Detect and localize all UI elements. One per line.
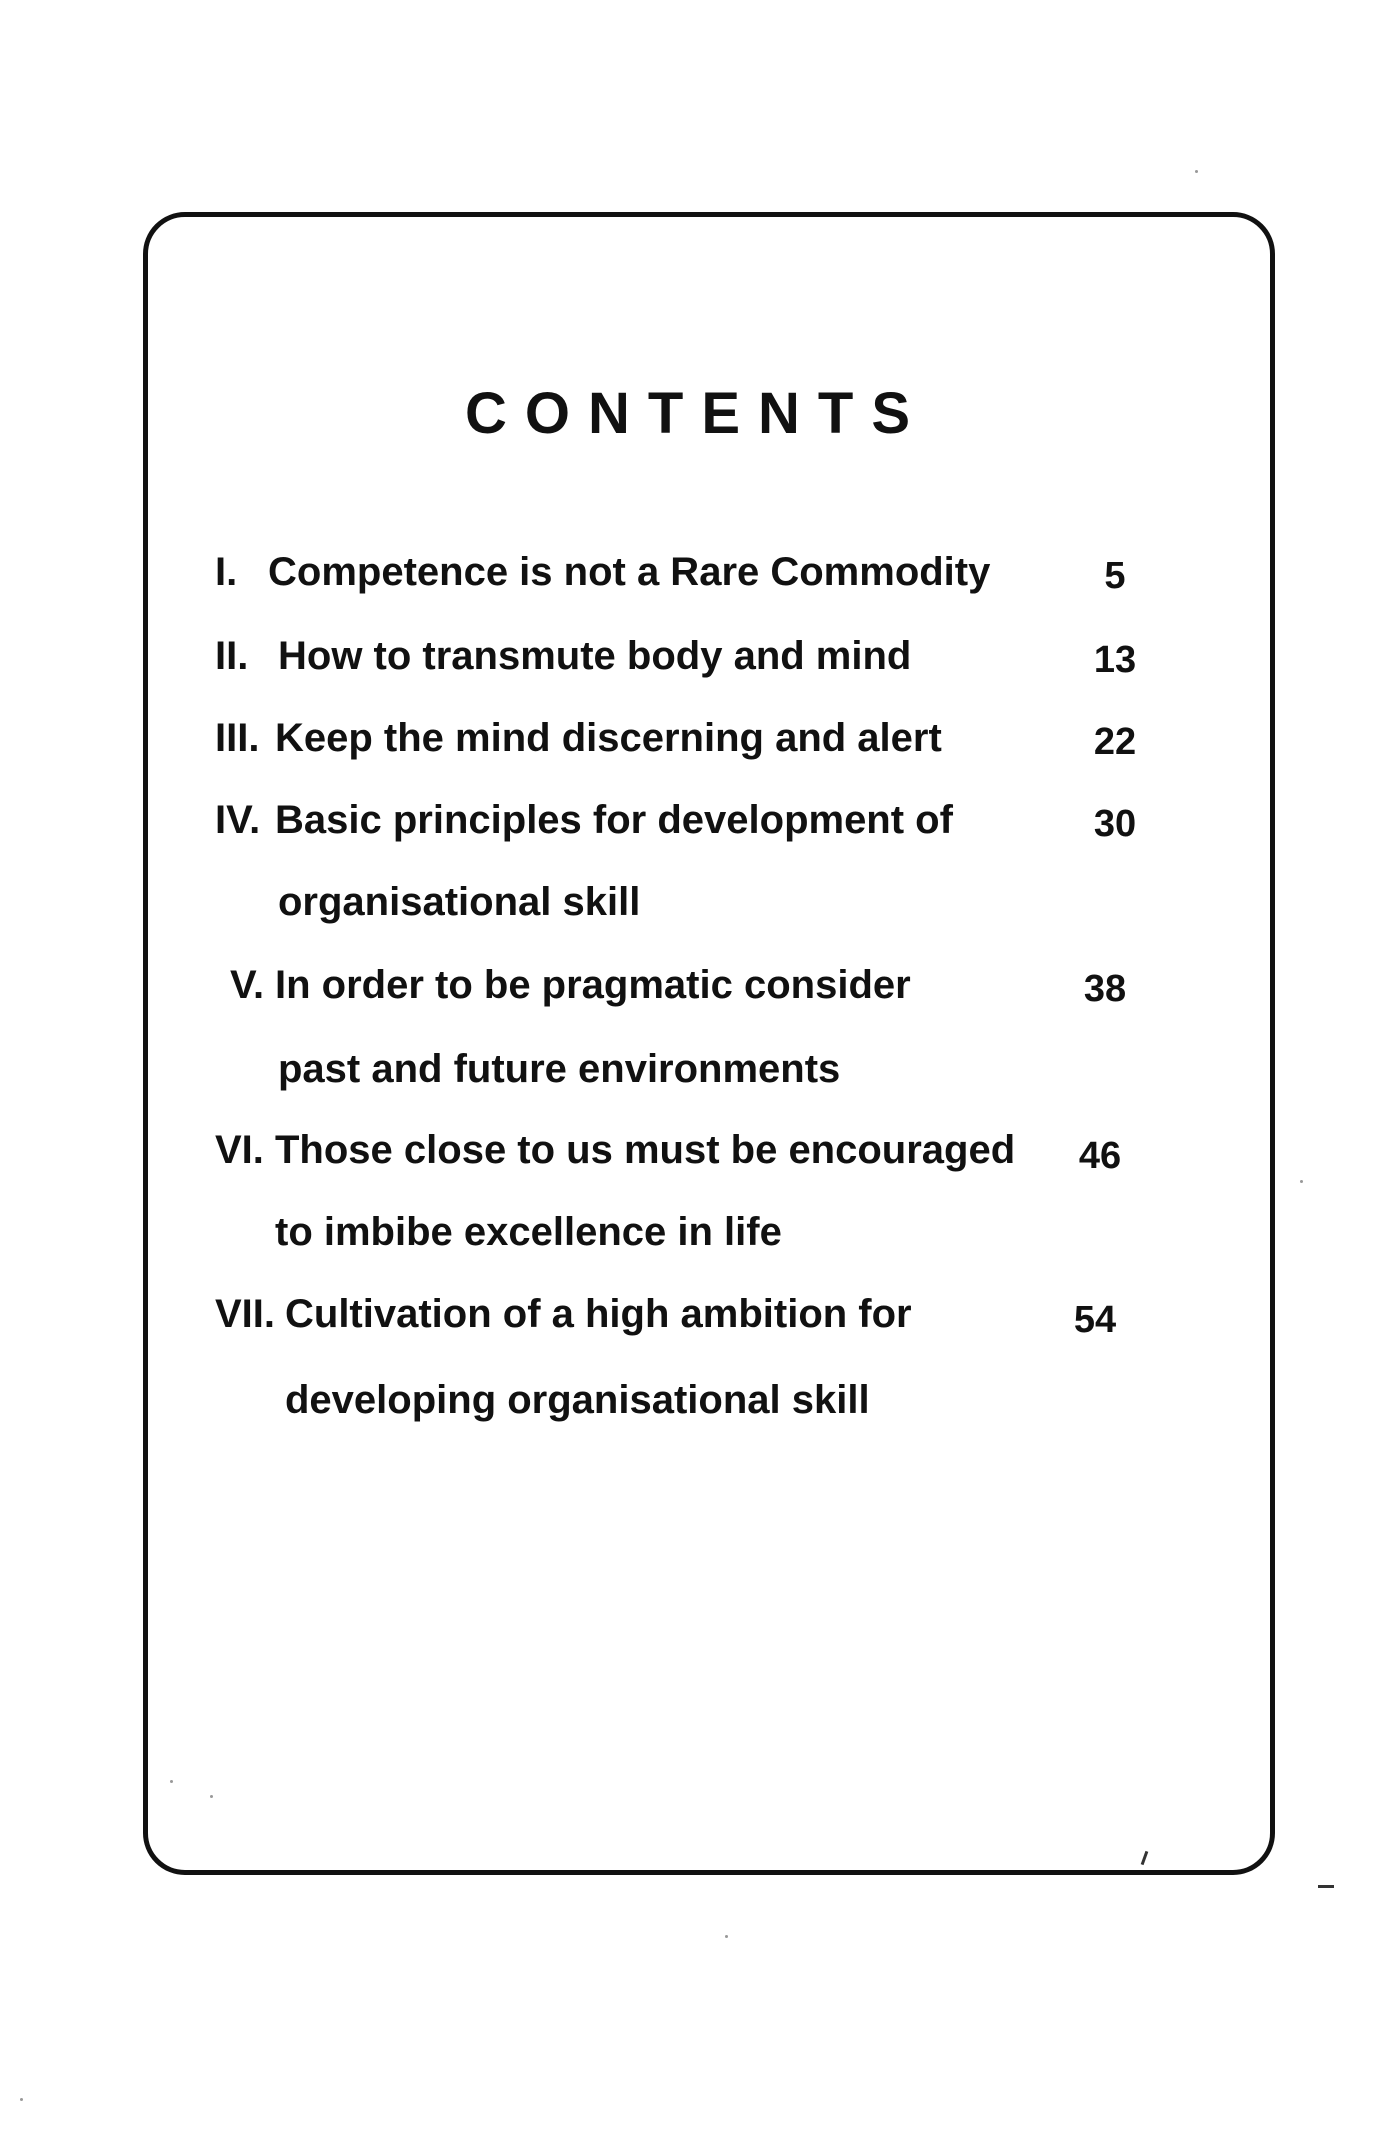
toc-entry-numeral: V. — [230, 963, 265, 1007]
toc-entry-page: 22 — [1093, 721, 1137, 763]
toc-entry-title-continued: past and future environments — [278, 1047, 841, 1091]
toc-entry-numeral: VII. — [215, 1292, 276, 1336]
toc-entry-numeral: VI. — [215, 1128, 264, 1172]
scan-speck — [170, 1780, 173, 1783]
scan-speck — [20, 2098, 23, 2101]
scan-speck — [210, 1795, 213, 1798]
toc-entry-title: In order to be pragmatic consider — [275, 963, 911, 1007]
toc-entry-title: Cultivation of a high ambition for — [285, 1292, 912, 1336]
toc-entry-title: Those close to us must be encouraged — [275, 1128, 1016, 1172]
toc-entry-title-continued: to imbibe excellence in life — [275, 1210, 782, 1254]
toc-entry-page: 5 — [1104, 555, 1126, 597]
toc-entry-numeral: IV. — [215, 798, 261, 842]
toc-entry-title: How to transmute body and mind — [278, 634, 912, 678]
toc-entry-page: 13 — [1093, 639, 1137, 681]
toc-entry-title-continued: organisational skill — [278, 880, 641, 924]
toc-entry-title-continued: developing organisational skill — [285, 1378, 870, 1422]
scan-speck — [1195, 170, 1198, 173]
scan-speck — [1300, 1180, 1303, 1183]
toc-entry-title: Keep the mind discerning and alert — [275, 716, 942, 760]
toc-entry-page: 54 — [1073, 1299, 1117, 1341]
scan-mark — [1318, 1885, 1334, 1888]
toc-entry-page: 30 — [1093, 803, 1137, 845]
toc-entry-title: Competence is not a Rare Commodity — [268, 550, 991, 594]
toc-entry-page: 38 — [1083, 968, 1127, 1010]
toc-entry-title: Basic principles for development of — [275, 798, 953, 842]
toc-entry-numeral: III. — [215, 716, 260, 760]
toc-entry-page: 46 — [1078, 1135, 1122, 1177]
page-title: CONTENTS — [465, 381, 928, 446]
toc-entry-numeral: II. — [215, 634, 249, 678]
toc-entry-numeral: I. — [215, 550, 238, 594]
scan-speck — [725, 1935, 728, 1938]
